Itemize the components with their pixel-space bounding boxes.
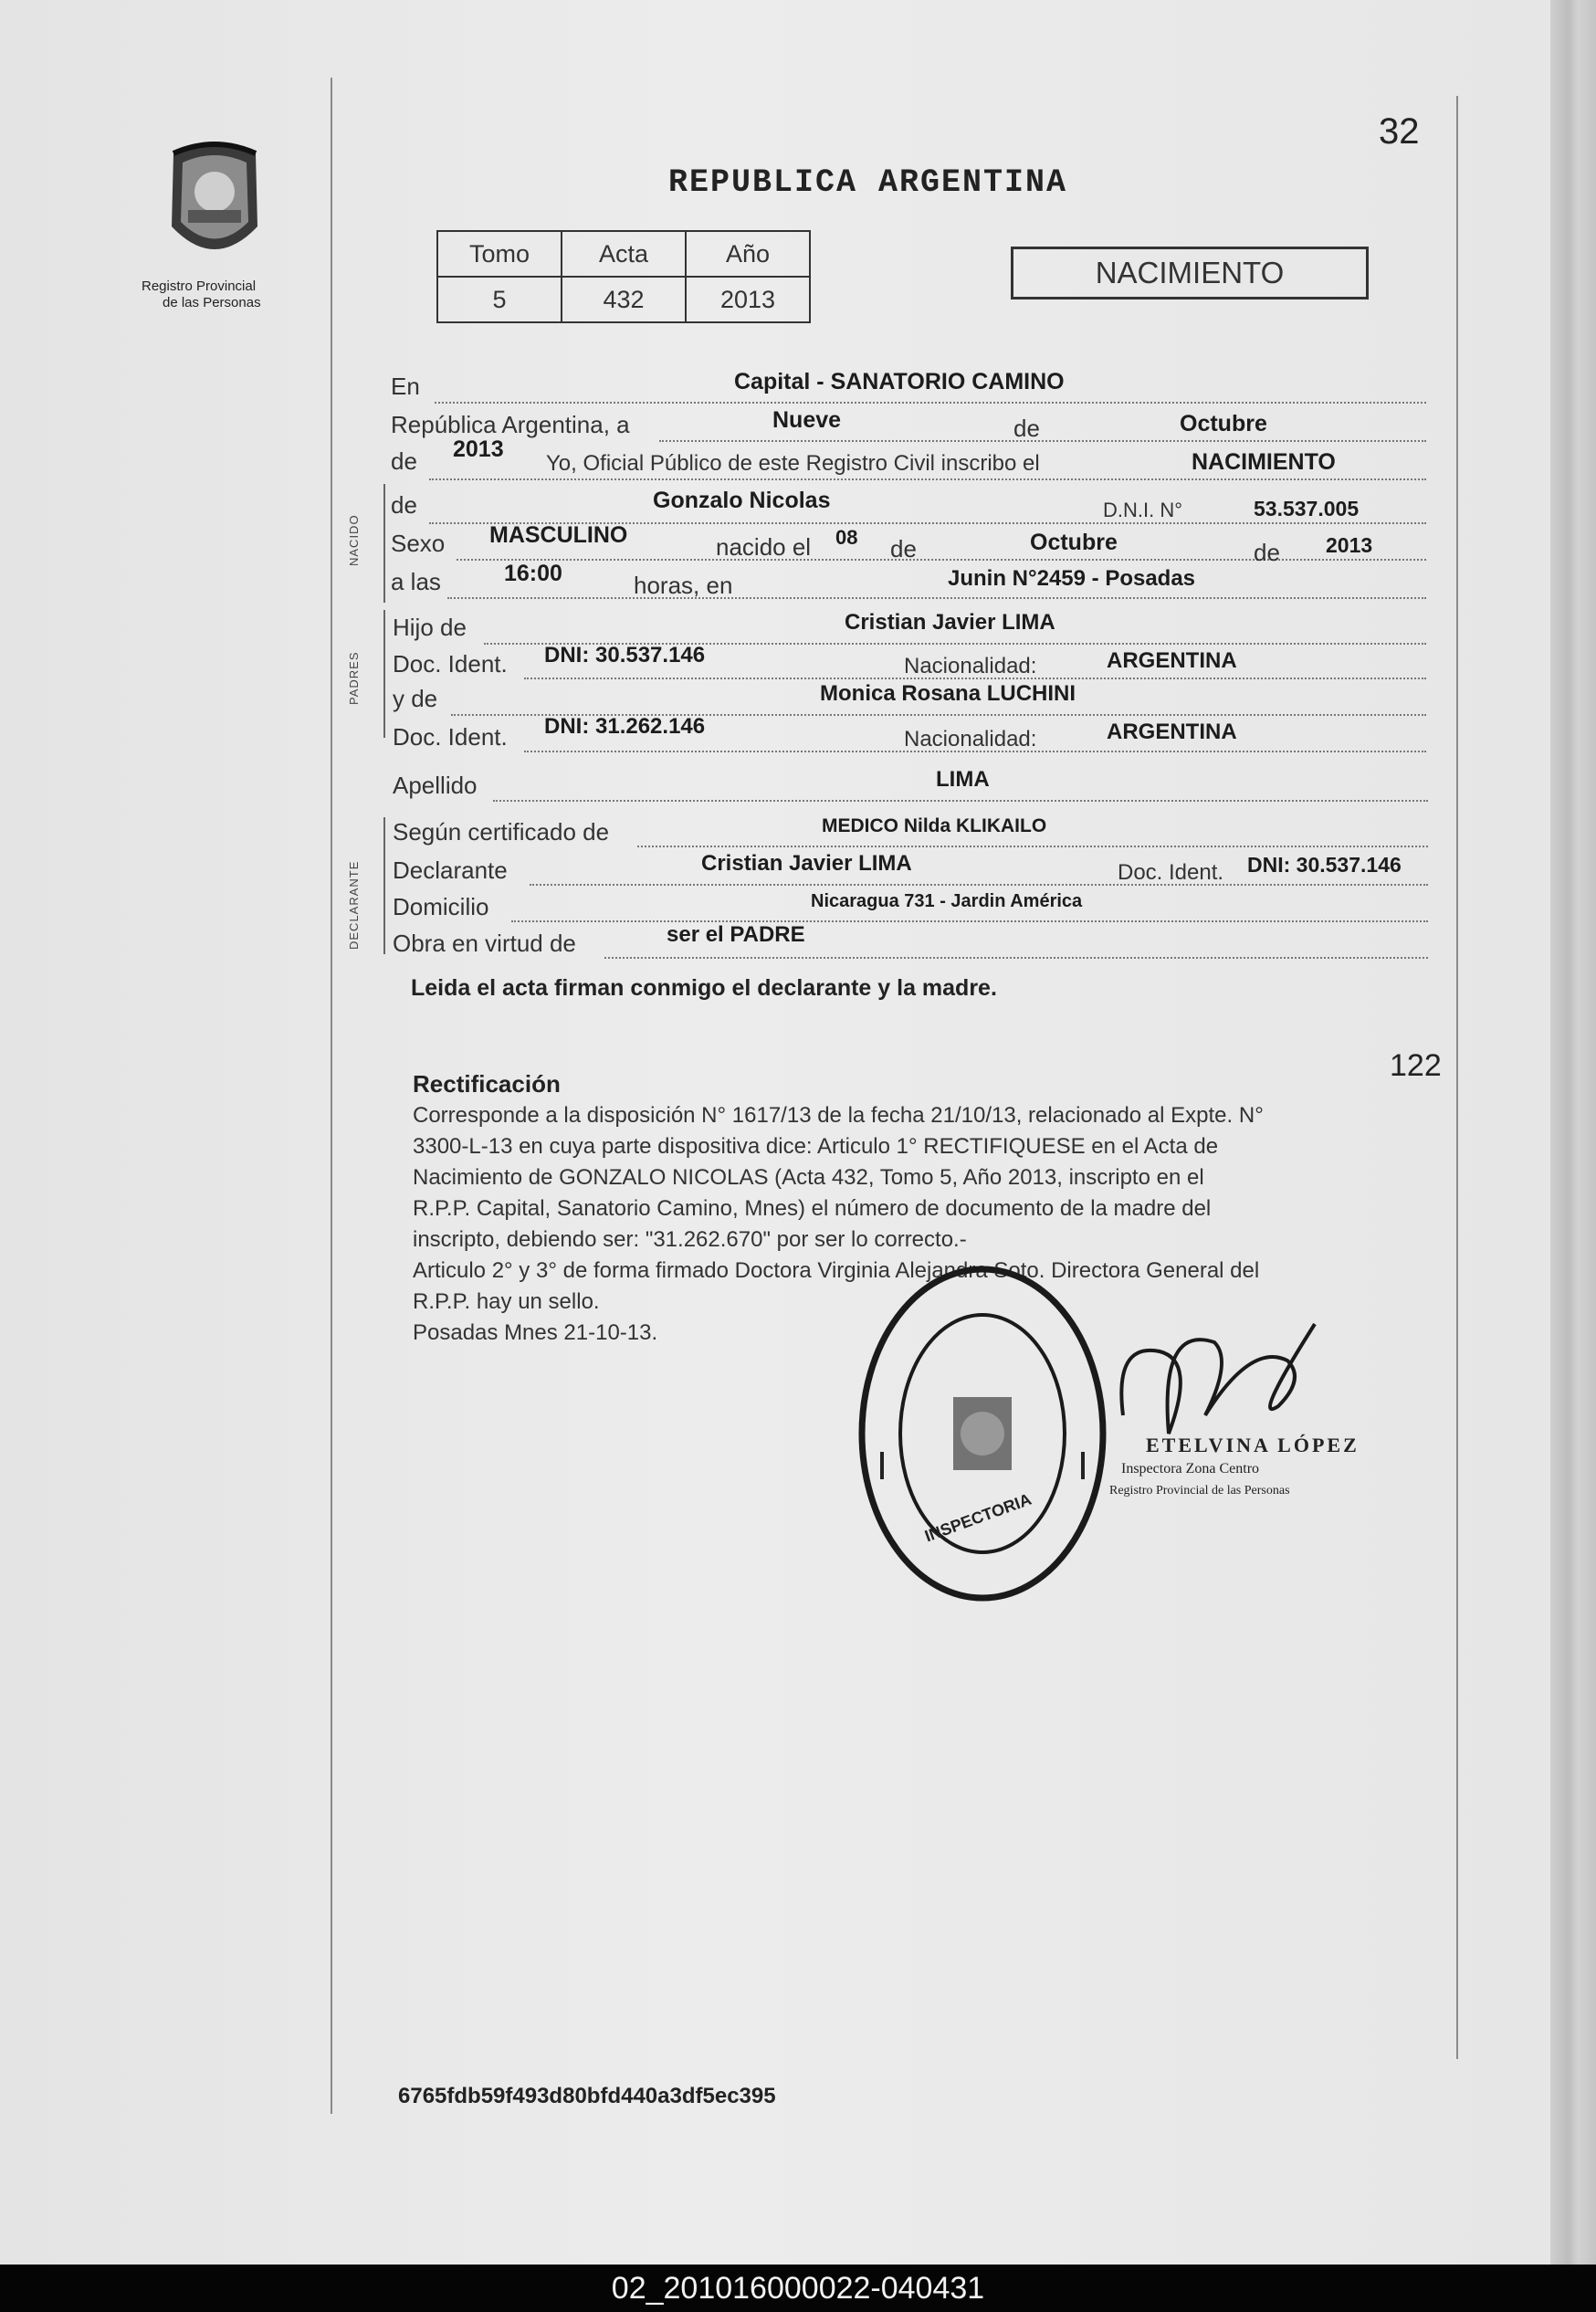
value-sexo: MASCULINO bbox=[489, 522, 628, 548]
rectification-number: 122 bbox=[1390, 1048, 1442, 1083]
padres-bracket bbox=[383, 610, 385, 738]
value-acta: 432 bbox=[562, 277, 686, 322]
label-de-4: de bbox=[890, 535, 917, 562]
side-label-nacido: NACIDO bbox=[347, 514, 361, 566]
dots-hora bbox=[447, 597, 1426, 599]
value-mes: Octubre bbox=[1180, 411, 1267, 436]
dots-sexo bbox=[457, 559, 1426, 561]
rectification-title: Rectificación bbox=[413, 1070, 561, 1098]
value-padre-doc: DNI: 30.537.146 bbox=[544, 643, 706, 667]
label-nacionalidad-1: Nacionalidad: bbox=[904, 654, 1037, 678]
official-stamp bbox=[855, 1260, 1110, 1607]
value-lugar: Capital - SANATORIO CAMINO bbox=[734, 369, 1065, 394]
stamp-inner-text: INSPECTORIA bbox=[922, 1489, 1034, 1546]
label-en: En bbox=[391, 373, 420, 400]
rectification-line: Corresponde a la disposición N° 1617/13 de la fecha 21/10/13, relacionado al Expte. N° bbox=[413, 1103, 1264, 1128]
label-de-2: de bbox=[391, 447, 417, 475]
logo-caption-line2: de las Personas bbox=[163, 295, 261, 310]
value-nac-mes: Octubre bbox=[1030, 530, 1118, 555]
value-domicilio: Nicaragua 731 - Jardin América bbox=[811, 891, 1083, 911]
label-de-5: de bbox=[1254, 539, 1280, 566]
rectification-line: Nacimiento de GONZALO NICOLAS (Acta 432, Tomo 5, Año 2013, inscripto en el bbox=[413, 1165, 1204, 1190]
document-hash: 6765fdb59f493d80bfd440a3df5ec395 bbox=[398, 2084, 776, 2108]
label-hijo-de: Hijo de bbox=[393, 614, 467, 641]
value-acto: NACIMIENTO bbox=[1192, 449, 1336, 475]
footer-id: 02_201016000022-040431 bbox=[611, 2271, 985, 2306]
dots-yo bbox=[429, 478, 1426, 480]
province-logo bbox=[155, 135, 274, 272]
value-dia: Nueve bbox=[772, 407, 842, 433]
header-tomo: Tomo bbox=[437, 231, 562, 277]
side-label-padres: PADRES bbox=[347, 651, 361, 705]
value-nac-dia: 08 bbox=[835, 526, 858, 549]
header-anio: Año bbox=[686, 231, 810, 277]
label-doc-ident-2: Doc. Ident. bbox=[393, 723, 508, 751]
dots-republica bbox=[659, 440, 1426, 442]
page-edge bbox=[1550, 0, 1596, 2265]
dots-en bbox=[435, 402, 1426, 404]
rectification-line: Articulo 2° y 3° de forma firmado Doctora Virginia Alejandra Soto. Directora General del bbox=[413, 1258, 1260, 1283]
value-nac-anio: 2013 bbox=[1326, 533, 1373, 557]
label-doc-ident-3: Doc. Ident. bbox=[1118, 860, 1224, 885]
label-dni: D.N.I. N° bbox=[1103, 499, 1183, 521]
label-nacido-el: nacido el bbox=[716, 533, 812, 561]
value-anio: 2013 bbox=[453, 436, 504, 462]
logo-caption-line1: Registro Provincial bbox=[142, 278, 257, 294]
label-domicilio: Domicilio bbox=[393, 893, 489, 920]
rectification-line: Posadas Mnes 21-10-13. bbox=[413, 1320, 658, 1345]
label-de-3: de bbox=[391, 491, 417, 519]
signature-org: Registro Provincial de las Personas bbox=[1109, 1484, 1290, 1498]
label-obra: Obra en virtud de bbox=[393, 930, 576, 957]
label-republica: República Argentina, a bbox=[391, 411, 630, 438]
closing-statement: Leida el acta firman conmigo el declarante y la madre. bbox=[411, 975, 997, 1001]
nacido-bracket bbox=[383, 484, 385, 603]
value-dni: 53.537.005 bbox=[1254, 497, 1360, 520]
rectification-line: R.P.P. Capital, Sanatorio Camino, Mnes) el número de documento de la madre del bbox=[413, 1196, 1212, 1221]
page-title: REPUBLICA ARGENTINA bbox=[668, 164, 1068, 201]
label-y-de: y de bbox=[393, 685, 438, 712]
dots-obra bbox=[604, 957, 1428, 959]
value-nombre: Gonzalo Nicolas bbox=[653, 488, 831, 513]
left-margin-line bbox=[331, 78, 332, 2114]
value-tomo: 5 bbox=[437, 277, 562, 322]
value-padre-nac: ARGENTINA bbox=[1107, 648, 1237, 673]
value-hora: 16:00 bbox=[504, 561, 562, 586]
label-de-1: de bbox=[1013, 415, 1040, 442]
footer-id-bar bbox=[0, 2265, 1596, 2312]
label-declarante: Declarante bbox=[393, 856, 508, 884]
dots-domicilio bbox=[511, 920, 1428, 922]
right-margin-line bbox=[1456, 96, 1458, 2059]
page-number: 32 bbox=[1379, 111, 1420, 152]
dots-certificado bbox=[637, 846, 1428, 847]
signature-name: ETELVINA LÓPEZ bbox=[1146, 1434, 1360, 1456]
value-certificado: MEDICO Nilda KLIKAILO bbox=[822, 815, 1047, 836]
label-sexo: Sexo bbox=[391, 530, 446, 557]
value-padre: Cristian Javier LIMA bbox=[845, 610, 1055, 635]
value-declarante: Cristian Javier LIMA bbox=[701, 851, 912, 876]
value-anio: 2013 bbox=[686, 277, 810, 322]
side-label-declarante: DECLARANTE bbox=[347, 860, 361, 950]
rectification-line: inscripto, debiendo ser: "31.262.670" por ser lo correcto.- bbox=[413, 1227, 967, 1252]
registry-table bbox=[436, 230, 811, 323]
rectification-line: R.P.P. hay un sello. bbox=[413, 1289, 600, 1314]
label-horas-en: horas, en bbox=[634, 572, 733, 599]
label-yo: Yo, Oficial Público de este Registro Civil inscribo el bbox=[546, 451, 1040, 476]
label-segun: Según certificado de bbox=[393, 818, 610, 846]
label-apellido: Apellido bbox=[393, 772, 478, 799]
label-a-las: a las bbox=[391, 568, 441, 595]
label-doc-ident-1: Doc. Ident. bbox=[393, 650, 508, 678]
header-acta: Acta bbox=[562, 231, 686, 277]
value-madre-nac: ARGENTINA bbox=[1107, 720, 1237, 744]
dots-apellido bbox=[493, 800, 1428, 802]
value-madre: Monica Rosana LUCHINI bbox=[820, 681, 1076, 706]
rectification-line: 3300-L-13 en cuya parte dispositiva dice: Articulo 1° RECTIFIQUESE en el Acta de bbox=[413, 1134, 1219, 1159]
value-apellido: LIMA bbox=[936, 767, 990, 792]
value-obra: ser el PADRE bbox=[667, 922, 805, 947]
value-lugar-nac: Junin N°2459 - Posadas bbox=[948, 566, 1196, 591]
label-nacionalidad-2: Nacionalidad: bbox=[904, 727, 1037, 751]
dots-declarante bbox=[530, 884, 1428, 886]
value-madre-doc: DNI: 31.262.146 bbox=[544, 714, 706, 739]
declarante-bracket bbox=[383, 817, 385, 954]
value-declarante-doc: DNI: 30.537.146 bbox=[1247, 853, 1402, 877]
signature-role: Inspectora Zona Centro bbox=[1121, 1461, 1260, 1477]
record-type-box: NACIMIENTO bbox=[1011, 247, 1369, 300]
